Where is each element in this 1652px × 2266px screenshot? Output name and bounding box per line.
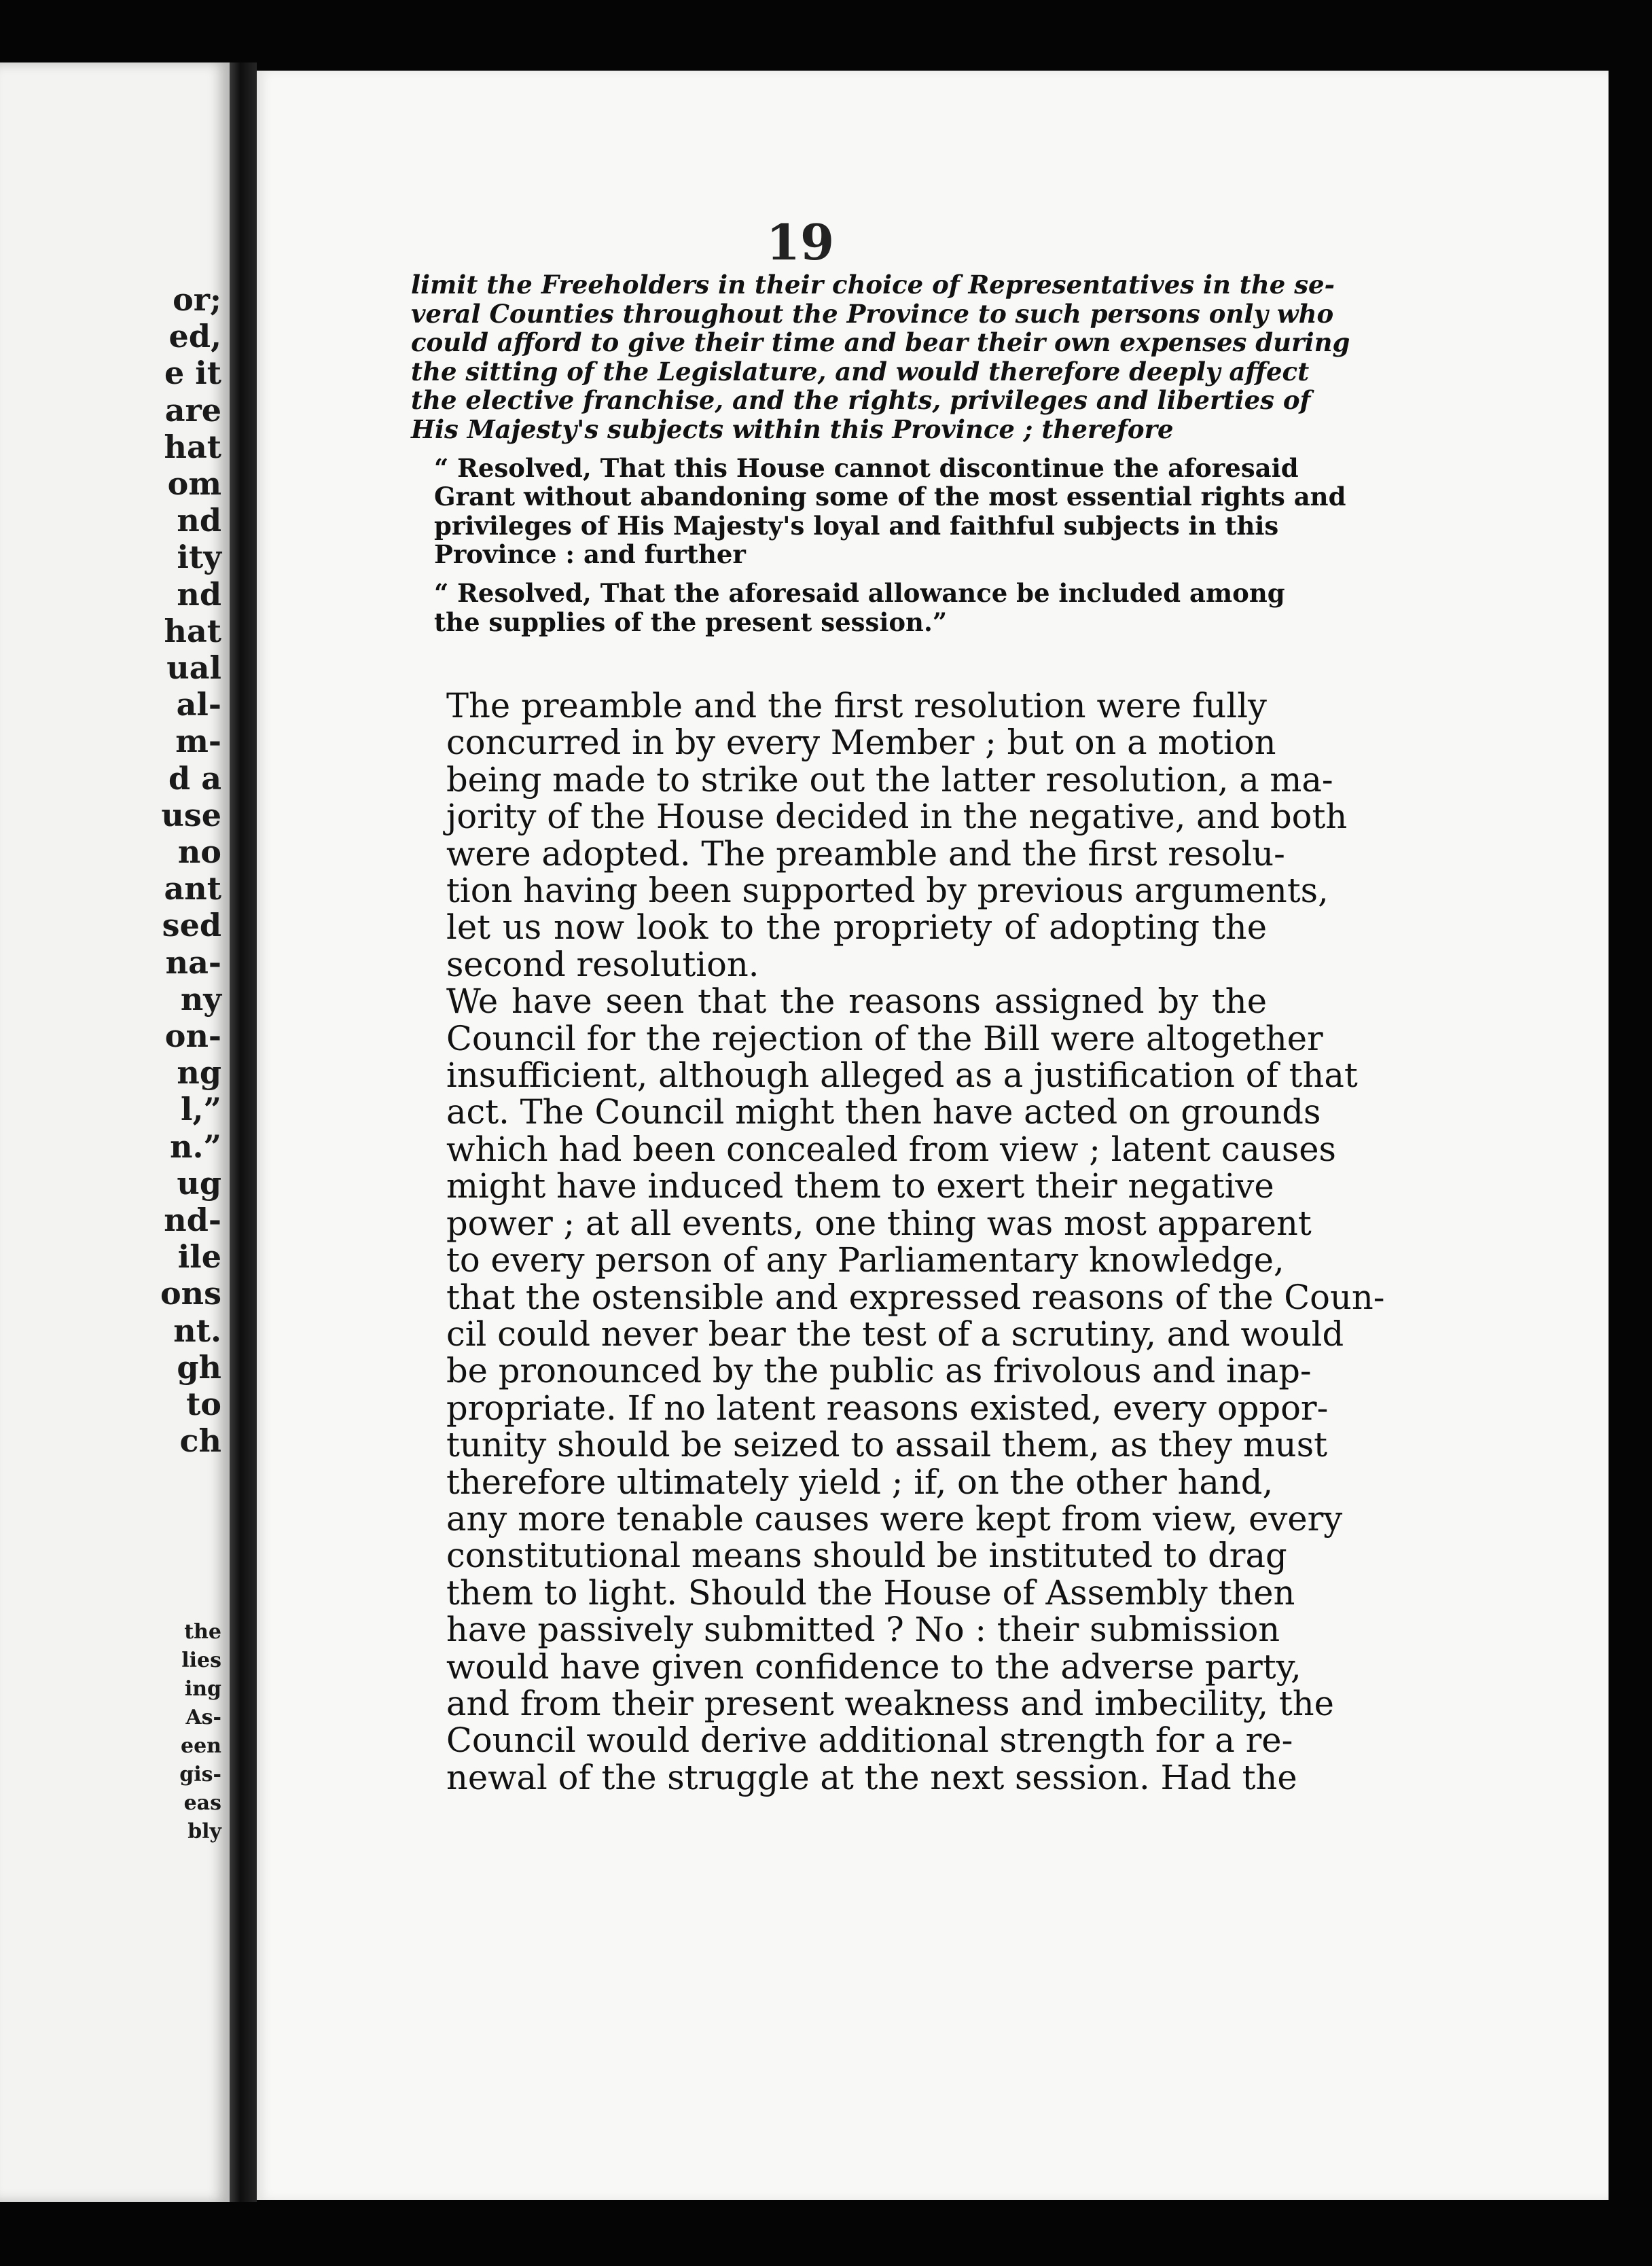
- resolution-1: [411, 452, 1346, 570]
- left-page-line: d a: [168, 759, 221, 797]
- left-page-line: on-: [164, 1018, 221, 1055]
- text-line: veral Counties throughout the Province to such persons only who: [411, 298, 1334, 329]
- left-page-line: al-: [176, 686, 221, 723]
- left-page-line: ual: [166, 649, 221, 687]
- page-number: 19: [766, 213, 835, 271]
- text-line: His Majesty's subjects within this Province ; therefore: [411, 414, 1174, 444]
- left-page-line: ug: [177, 1164, 221, 1202]
- left-page-line: ch: [179, 1422, 221, 1460]
- text-line: being made to strike out the latter resolution, a ma-: [446, 759, 1333, 799]
- text-line: therefore ultimately yield ; if, on the other hand,: [446, 1462, 1274, 1502]
- text-line: have passively submitted ? No : their submission: [446, 1610, 1280, 1650]
- text-line: We have seen that the reasons assigned by the: [446, 982, 1267, 1022]
- text-line: “ Resolved, That the aforesaid allowance be included among: [434, 577, 1285, 608]
- text-line: to every person of any Parliamentary knowledge,: [446, 1240, 1285, 1280]
- left-page-text: [86, 281, 221, 1460]
- left-page-line: n.”: [170, 1128, 221, 1165]
- paragraph-2: [411, 982, 1385, 1797]
- text-line: concurred in by every Member ; but on a motion: [446, 723, 1276, 763]
- left-page-line: lies: [181, 1649, 221, 1672]
- text-line: act. The Council might then have acted on grounds: [446, 1092, 1321, 1132]
- left-page-line: hat: [164, 612, 221, 649]
- left-page-line: use: [161, 796, 221, 833]
- left-page-line: ity: [177, 539, 221, 576]
- resolution-2: [411, 577, 1285, 637]
- left-page-line: ons: [160, 1275, 221, 1312]
- text-line: newal of the struggle at the next session. Had the: [446, 1757, 1297, 1797]
- text-line: and from their present weakness and imbecility, the: [446, 1683, 1334, 1723]
- left-page-line: are: [164, 391, 221, 429]
- quoted-resolution-block: [411, 270, 1350, 646]
- left-page-line: na-: [165, 943, 221, 981]
- left-page-line: nd: [177, 502, 221, 539]
- text-line: let us now look to the propriety of adopting the: [446, 907, 1267, 948]
- text-line: tion having been supported by previous arguments,: [446, 871, 1329, 911]
- left-page-line: ile: [177, 1238, 221, 1276]
- text-line: them to light. Should the House of Assembly then: [446, 1572, 1295, 1613]
- text-line: Council for the rejection of the Bill were altogether: [446, 1018, 1323, 1058]
- text-line: the elective franchise, and the rights, privileges and liberties of: [411, 385, 1311, 416]
- quote-preamble: [411, 270, 1350, 444]
- left-page-line: ng: [177, 1054, 221, 1092]
- text-line: be pronounced by the public as frivolous and inap-: [446, 1351, 1312, 1391]
- left-page-line: no: [177, 833, 221, 871]
- left-page-line: l,”: [181, 1091, 221, 1128]
- left-page-line: nd-: [164, 1202, 221, 1239]
- text-line: any more tenable causes were kept from view, every: [446, 1498, 1343, 1539]
- text-line: could afford to give their time and bear their own expenses during: [411, 327, 1350, 358]
- left-page-line: e it: [164, 355, 221, 392]
- text-line: which had been concealed from view ; latent causes: [446, 1129, 1336, 1169]
- text-line: Council would derive additional strength for a re-: [446, 1721, 1293, 1761]
- text-line: limit the Freeholders in their choice of Representatives in the se-: [411, 270, 1335, 300]
- left-page-line: or;: [173, 281, 221, 318]
- left-page-line: nd: [177, 575, 221, 613]
- left-page-line: As-: [185, 1706, 221, 1729]
- text-line: insufficient, although alleged as a justification of that: [446, 1056, 1358, 1096]
- book-gutter: [230, 62, 257, 2202]
- text-line: tunity should be seized to assail them, as they must: [446, 1425, 1327, 1465]
- left-page-line: ant: [164, 870, 221, 907]
- text-line: were adopted. The preamble and the first resolu-: [446, 833, 1285, 874]
- left-page-line: eas: [183, 1791, 221, 1815]
- text-line: the sitting of the Legislature, and would therefore deeply affect: [411, 356, 1310, 386]
- text-line: propriate. If no latent reasons existed, every oppor-: [446, 1388, 1329, 1428]
- left-page-line: ing: [184, 1677, 221, 1701]
- text-line: constitutional means should be instituted to drag: [446, 1536, 1287, 1576]
- text-line: “ Resolved, That this House cannot discontinue the aforesaid: [434, 452, 1299, 483]
- left-page-line: ed,: [168, 318, 221, 355]
- text-line: privileges of His Majesty's loyal and faithful subjects in this: [434, 510, 1279, 541]
- left-page-line: hat: [164, 428, 221, 465]
- text-line: Grant without abandoning some of the most essential rights and: [434, 482, 1346, 512]
- left-page-line: sed: [162, 907, 221, 944]
- left-page-footnote-text: [86, 1618, 221, 1846]
- text-line: would have given confidence to the adverse party,: [446, 1647, 1301, 1687]
- body-text: [411, 686, 1385, 1797]
- text-line: The preamble and the first resolution were fully: [446, 686, 1267, 725]
- text-line: power ; at all events, one thing was most apparent: [446, 1203, 1312, 1243]
- text-line: second resolution.: [446, 944, 759, 984]
- left-page-line: to: [186, 1386, 221, 1423]
- left-page-line: om: [167, 465, 221, 503]
- left-page-line: bly: [187, 1820, 221, 1844]
- left-page-line: nt.: [173, 1312, 221, 1349]
- text-line: that the ostensible and expressed reasons of the Coun-: [446, 1277, 1385, 1317]
- left-facing-page: [0, 62, 230, 2202]
- left-page-line: m-: [175, 723, 221, 760]
- text-line: cil could never bear the test of a scrutiny, and would: [446, 1314, 1344, 1354]
- left-page-line: ny: [180, 980, 221, 1018]
- left-page-line: een: [181, 1734, 221, 1758]
- left-page-line: the: [184, 1620, 221, 1644]
- text-line: jority of the House decided in the negative, and both: [446, 797, 1348, 837]
- text-line: might have induced them to exert their negative: [446, 1166, 1274, 1206]
- text-line: Province : and further: [434, 539, 746, 570]
- left-page-line: gis-: [179, 1763, 221, 1786]
- left-page-line: gh: [177, 1348, 221, 1386]
- paragraph-1: [411, 686, 1348, 984]
- text-line: the supplies of the present session.”: [434, 607, 948, 637]
